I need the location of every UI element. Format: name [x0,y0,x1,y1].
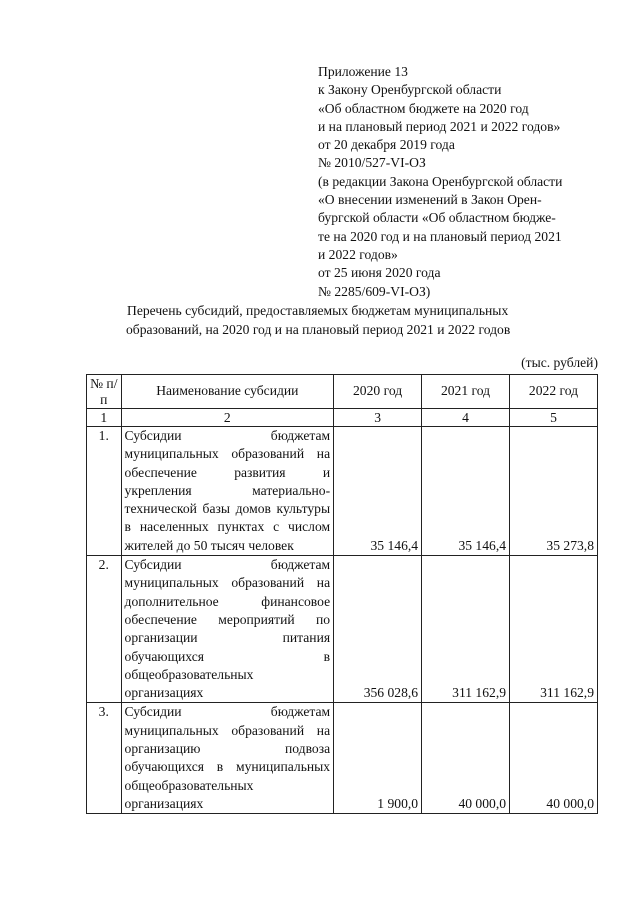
table-row [87,427,598,556]
subsidy-name: Субсидии бюджетам муниципальных образований на обеспечение развития и укрепления материально-технической базы домов культуры в населенных пунктах с числом жителей до 50 тысяч человек [121,427,334,556]
appendix-line: Приложение 13 [318,64,408,79]
column-number: 5 [510,409,598,427]
row-number: 2. [87,556,122,703]
appendix-note [318,63,618,301]
header-2022: 2022 год [510,375,598,409]
value-2022: 35 273,8 [510,427,598,556]
row-number: 3. [87,703,122,814]
value-2020: 1 900,0 [334,703,422,814]
document-title-line-1: Перечень субсидий, предоставляемых бюджетам муниципальных [127,303,509,318]
appendix-line: «Об областном бюджете на 2020 год [318,100,529,116]
value-2021: 40 000,0 [422,703,510,814]
value-2020: 35 146,4 [334,427,422,556]
table-row [87,703,598,814]
row-number: 1. [87,427,122,556]
header-2020: 2020 год [334,375,422,409]
appendix-line: и на плановый период 2021 и 2022 годов» [318,118,561,134]
column-number: 2 [121,409,334,427]
subsidy-name: Субсидии бюджетам муниципальных образований на дополнительное финансовое обеспечение мероприятий по организации питания обучающихся в общеобразовательных организациях [121,556,334,703]
value-2021: 311 162,9 [422,556,510,703]
appendix-line: к Закону Оренбургской области [318,82,502,98]
appendix-line: от 25 июня 2020 года [318,265,441,281]
column-number: 1 [87,409,122,427]
header-number: № п/п [87,375,122,409]
subsidy-name: Субсидии бюджетам муниципальных образований на организацию подвоза обучающихся в муниципальных общеобразовательных организациях [121,703,334,814]
unit-label: (тыс. рублей) [521,355,598,370]
appendix-line: № 2010/527-VI-ОЗ [318,155,426,171]
value-2021: 35 146,4 [422,427,510,556]
table-row [87,556,598,703]
document-title [80,301,620,339]
table-header-row [87,375,598,409]
appendix-line: № 2285/609-VI-ОЗ) [318,283,431,299]
appendix-line: от 20 декабря 2019 года [318,137,455,153]
column-number-row [87,409,598,427]
appendix-line: (в редакции Закона Оренбургской области [318,173,563,189]
appendix-line: бургской области «Об областном бюдже- [318,210,556,226]
column-number: 4 [422,409,510,427]
value-2022: 40 000,0 [510,703,598,814]
document-title-line-2: образований, на 2020 год и на плановый период 2021 и 2022 годов [126,322,511,337]
subsidies-table [86,374,598,814]
appendix-line: «О внесении изменений в Закон Орен- [318,192,542,208]
column-number: 3 [334,409,422,427]
value-2022: 311 162,9 [510,556,598,703]
header-name: Наименование субсидии [121,375,334,409]
appendix-line: те на 2020 год и на плановый период 2021 [318,228,562,244]
value-2020: 356 028,6 [334,556,422,703]
header-2021: 2021 год [422,375,510,409]
appendix-line: и 2022 годов» [318,246,398,262]
